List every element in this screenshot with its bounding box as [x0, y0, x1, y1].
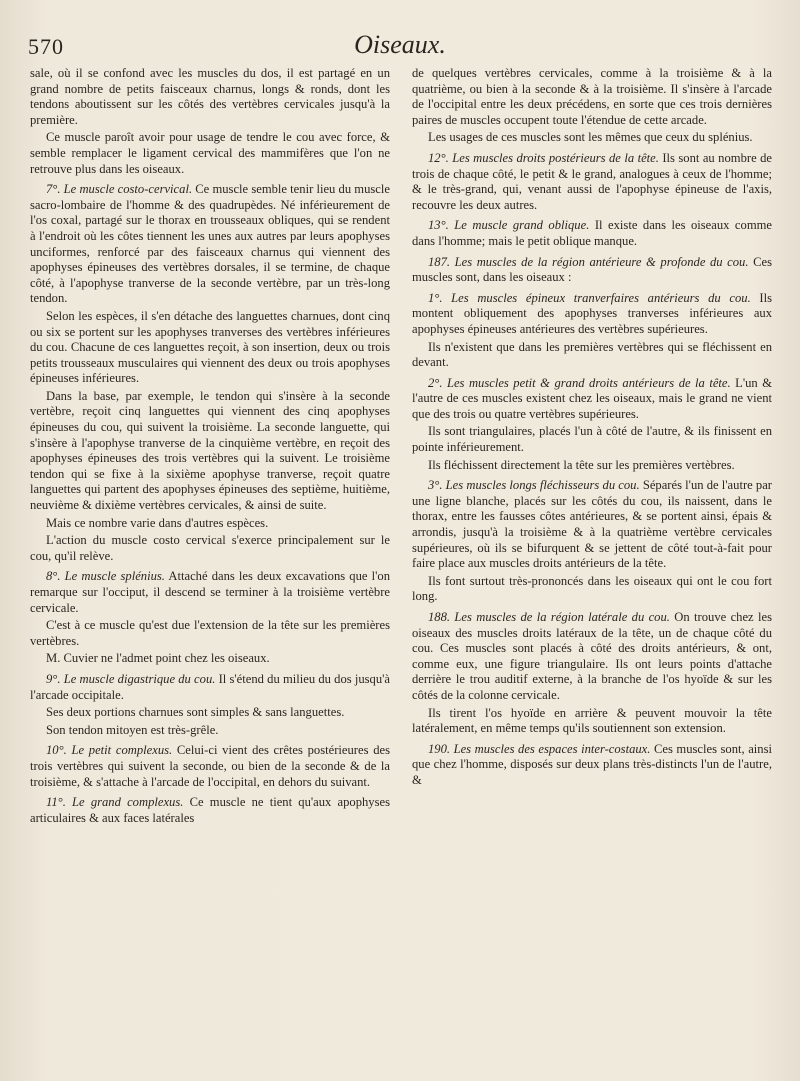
- paragraph-text: Ce muscle semble tenir lieu du muscle sacro-lombaire de l'homme & des quadrupèdes. Né inférieurement de l'os coxal, partagé sur le thorax en trousseaux obliques, qui se rendent à l'endroit où les côtes tiennent les unes aux autres par leurs apophyses unciformes, renforcé par des faisceaux charnus qui viennent des apophyses épineuses des vertèbres dorsales, il se termine, de chaque côté, à l'apophyse tranverse de la seconde vertèbre, par un très-long tendon.: [30, 182, 390, 306]
- paragraph-text: Les usages de ces muscles sont les mêmes que ceux du splénius.: [428, 130, 753, 145]
- section-heading: 190. Les muscles des espaces inter-costaux.: [428, 741, 651, 756]
- paragraph: [30, 309, 390, 387]
- section-heading: 188. Les muscles de la région latérale du cou.: [428, 610, 670, 624]
- paragraph: [30, 569, 390, 616]
- paragraph-text: Ses deux portions charnues sont simples & sans languettes.: [46, 705, 345, 720]
- section-heading: 10°. Le petit complexus.: [46, 743, 173, 758]
- paragraph-text: Séparés l'un de l'autre par une ligne blanche, placés sur les côtés du cou, ils naissent, dans le thorax, entre les fausses côtes antérieures, & se portent ainsi, épais & arrondis, jusqu'à la troisième & à la quatrième vertèbre cervicales supérieures, où ils se bifurquent & se jettent de côté tout-à-fait pour faire place aux muscles droits antérieurs de la tête.: [412, 478, 772, 571]
- paragraph-text: Ce muscle ne tient qu'aux apophyses articulaires & aux faces latérales: [30, 795, 390, 825]
- paragraph: [30, 130, 390, 177]
- paragraph-text: L'un & l'autre de ces muscles existent chez les oiseaux, mais le grand ne vient que des trois ou quatre vertèbres supérieures.: [412, 375, 772, 421]
- paragraph: [30, 66, 390, 128]
- paragraph-text: Selon les espèces, il s'en détache des languettes charnues, dont cinq ou six se portent sur les apophyses tranverses des vertèbres inférieures du cou. Chacune de ces languettes reçoit, à son insertion, deux ou trois petits trousseaux musculaires qui viennent des deux ou trois apophyses épineuses inférieures.: [30, 308, 390, 386]
- paragraph: [412, 218, 772, 249]
- running-title: Oiseaux.: [354, 30, 446, 59]
- paragraph-text: Mais ce nombre varie dans d'autres espèces.: [46, 515, 269, 530]
- right-column: [412, 66, 772, 1066]
- paragraph: [30, 389, 390, 514]
- paragraph-text: Attaché dans les deux excavations que l'on remarque sur l'occiput, il descend se terminer à la troisième vertèbre cervicale.: [30, 569, 390, 615]
- paragraph-text: On trouve chez les oiseaux des muscles droits latéraux de la tête, un de chaque côté du cou. Ces muscles sont placés à côté des droits antérieurs, & ont, comme eux, une figure triangulaire. Ils ont leurs points d'attache derrière le trou auditif externe, à la branche de l'os hyoïde & sur les côtés de la colonne cervicale.: [412, 610, 772, 702]
- paragraph: [412, 574, 772, 605]
- paragraph-text: Ils tirent l'os hyoïde en arrière & peuvent mouvoir la tête latéralement, en même temps qu'ils soutiennent son extension.: [412, 705, 772, 736]
- paragraph-text: Il s'étend du milieu du dos jusqu'à l'arcade occipitale.: [30, 671, 390, 702]
- section-heading: 9°. Le muscle digastrique du cou.: [46, 671, 216, 686]
- paragraph-text: de quelques vertèbres cervicales, comme à la troisième & à la quatrième, ou bien à la seconde & à la troisième. Il s'insère à l'arcade de l'occipital entre les deux précédens, en sorte que ces trois dernières paires de muscles occupent toute l'étendue de cette arcade.: [412, 66, 772, 127]
- paragraph: [412, 291, 772, 338]
- paragraph-text: Ils n'existent que dans les premières vertèbres qui se fléchissent en devant.: [412, 339, 772, 370]
- paragraph-text: C'est à ce muscle qu'est due l'extension de la tête sur les premières vertèbres.: [30, 618, 390, 648]
- section-heading: 1°. Les muscles épineux tranverfaires antérieurs du cou.: [428, 290, 751, 305]
- section-heading: 11°. Le grand complexus.: [46, 795, 184, 810]
- paragraph-text: Ce muscle paroît avoir pour usage de tendre le cou avec force, & semble remplacer le ligament cervical des mammifères que l'on ne retrouve plus dans les oiseaux.: [30, 130, 390, 176]
- paragraph: [412, 376, 772, 423]
- section-heading: 12°. Les muscles droits postérieurs de la tête.: [428, 150, 659, 165]
- section-heading: 187. Les muscles de la région antérieure & profonde du cou.: [428, 254, 749, 269]
- paragraph: [412, 130, 772, 146]
- paragraph: [30, 533, 390, 564]
- paragraph-text: Ils sont triangulaires, placés l'un à côté de l'autre, & ils finissent en pointe inférieurement.: [412, 424, 772, 455]
- paragraph: [412, 66, 772, 128]
- paragraph: [30, 795, 390, 826]
- paragraph: [30, 651, 390, 667]
- paragraph-text: Ils sont au nombre de trois de chaque côté, le petit & le grand, analogues à ceux de l'homme; & le très-grand, qui, venant aussi de l'apophyse épineuse de l'axis, recouvre les deux autres.: [412, 150, 772, 212]
- paragraph: [412, 610, 772, 704]
- paragraph-text: M. Cuvier ne l'admet point chez les oiseaux.: [46, 651, 270, 666]
- section-heading: 2°. Les muscles petit & grand droits antérieurs de la tête.: [428, 375, 731, 390]
- paragraph: [30, 705, 390, 721]
- paragraph: [30, 723, 390, 739]
- paragraph: [412, 706, 772, 737]
- section-heading: 3°. Les muscles longs fléchisseurs du cou.: [428, 478, 640, 493]
- paragraph-text: Celui-ci vient des crêtes postérieures des trois vertèbres qui suivent la seconde, ou bien de la seconde & de la troisième, & s'attache à l'arcade de l'occipital, en dehors du suivant.: [30, 743, 390, 789]
- paragraph: [412, 478, 772, 572]
- paragraph: [412, 424, 772, 455]
- page-number: 570: [28, 34, 64, 59]
- left-column: [30, 66, 390, 1066]
- paragraph-text: Ces muscles sont, dans les oiseaux :: [412, 254, 772, 285]
- paragraph: [412, 340, 772, 371]
- paragraph: [30, 672, 390, 703]
- paragraph-text: Dans la base, par exemple, le tendon qui s'insère à la seconde vertèbre, reçoit cinq languettes qui viennent des cinq apophyses épineuses du cou, qui suivent la troisième. La seconde languette, qui s'insère à l'apophyse tranverse de la cinquième vertèbre, en reçoit des apophyses épineuses des trois vertèbres qui la suivent. Le troisième tendon qui se fixe à la sixième apophyse tranverse, reçoit quatre languettes qui partent des apophyses épineuses des septième, huitième, neuvième & dixième vertèbres cervicales, & ainsi de suite.: [30, 388, 390, 513]
- paragraph: [30, 516, 390, 532]
- section-heading: 7°. Le muscle costo-cervical.: [46, 182, 193, 197]
- text-columns: [30, 66, 772, 1066]
- paragraph: [412, 151, 772, 213]
- paragraph-text: Son tendon mitoyen est très-grêle.: [46, 722, 219, 737]
- paragraph-text: Ils montent obliquement des apophyses tranverses inférieures aux apophyses épineuses antérieures des vertèbres supérieures.: [412, 290, 772, 336]
- paragraph: [30, 618, 390, 649]
- paragraph: [412, 742, 772, 789]
- paragraph: [412, 255, 772, 286]
- page-header: [28, 30, 772, 60]
- paragraph: [412, 458, 772, 474]
- section-heading: 13°. Le muscle grand oblique.: [428, 218, 590, 233]
- paragraph-text: Ils font surtout très-prononcés dans les oiseaux qui ont le cou fort long.: [412, 573, 772, 604]
- paragraph-text: sale, où il se confond avec les muscles du dos, il est partagé en un grand nombre de petits faisceaux charnus, longs & ronds, dont les tendons aboutissent sur les côtés des vertèbres cervicales jusqu'à la première.: [30, 66, 390, 127]
- paragraph: [30, 743, 390, 790]
- paragraph-text: Il existe dans les oiseaux comme dans l'homme; mais le petit oblique manque.: [412, 218, 772, 248]
- section-heading: 8°. Le muscle splénius.: [46, 569, 165, 584]
- paragraph-text: Ils fléchissent directement la tête sur les premières vertèbres.: [428, 457, 735, 472]
- paragraph: [30, 182, 390, 307]
- paragraph-text: L'action du muscle costo cervical s'exerce principalement sur le cou, qu'il relève.: [30, 533, 390, 563]
- paragraph-text: Ces muscles sont, ainsi que chez l'homme, disposés sur deux plans très-distincts l'un de l'autre, &: [412, 741, 772, 787]
